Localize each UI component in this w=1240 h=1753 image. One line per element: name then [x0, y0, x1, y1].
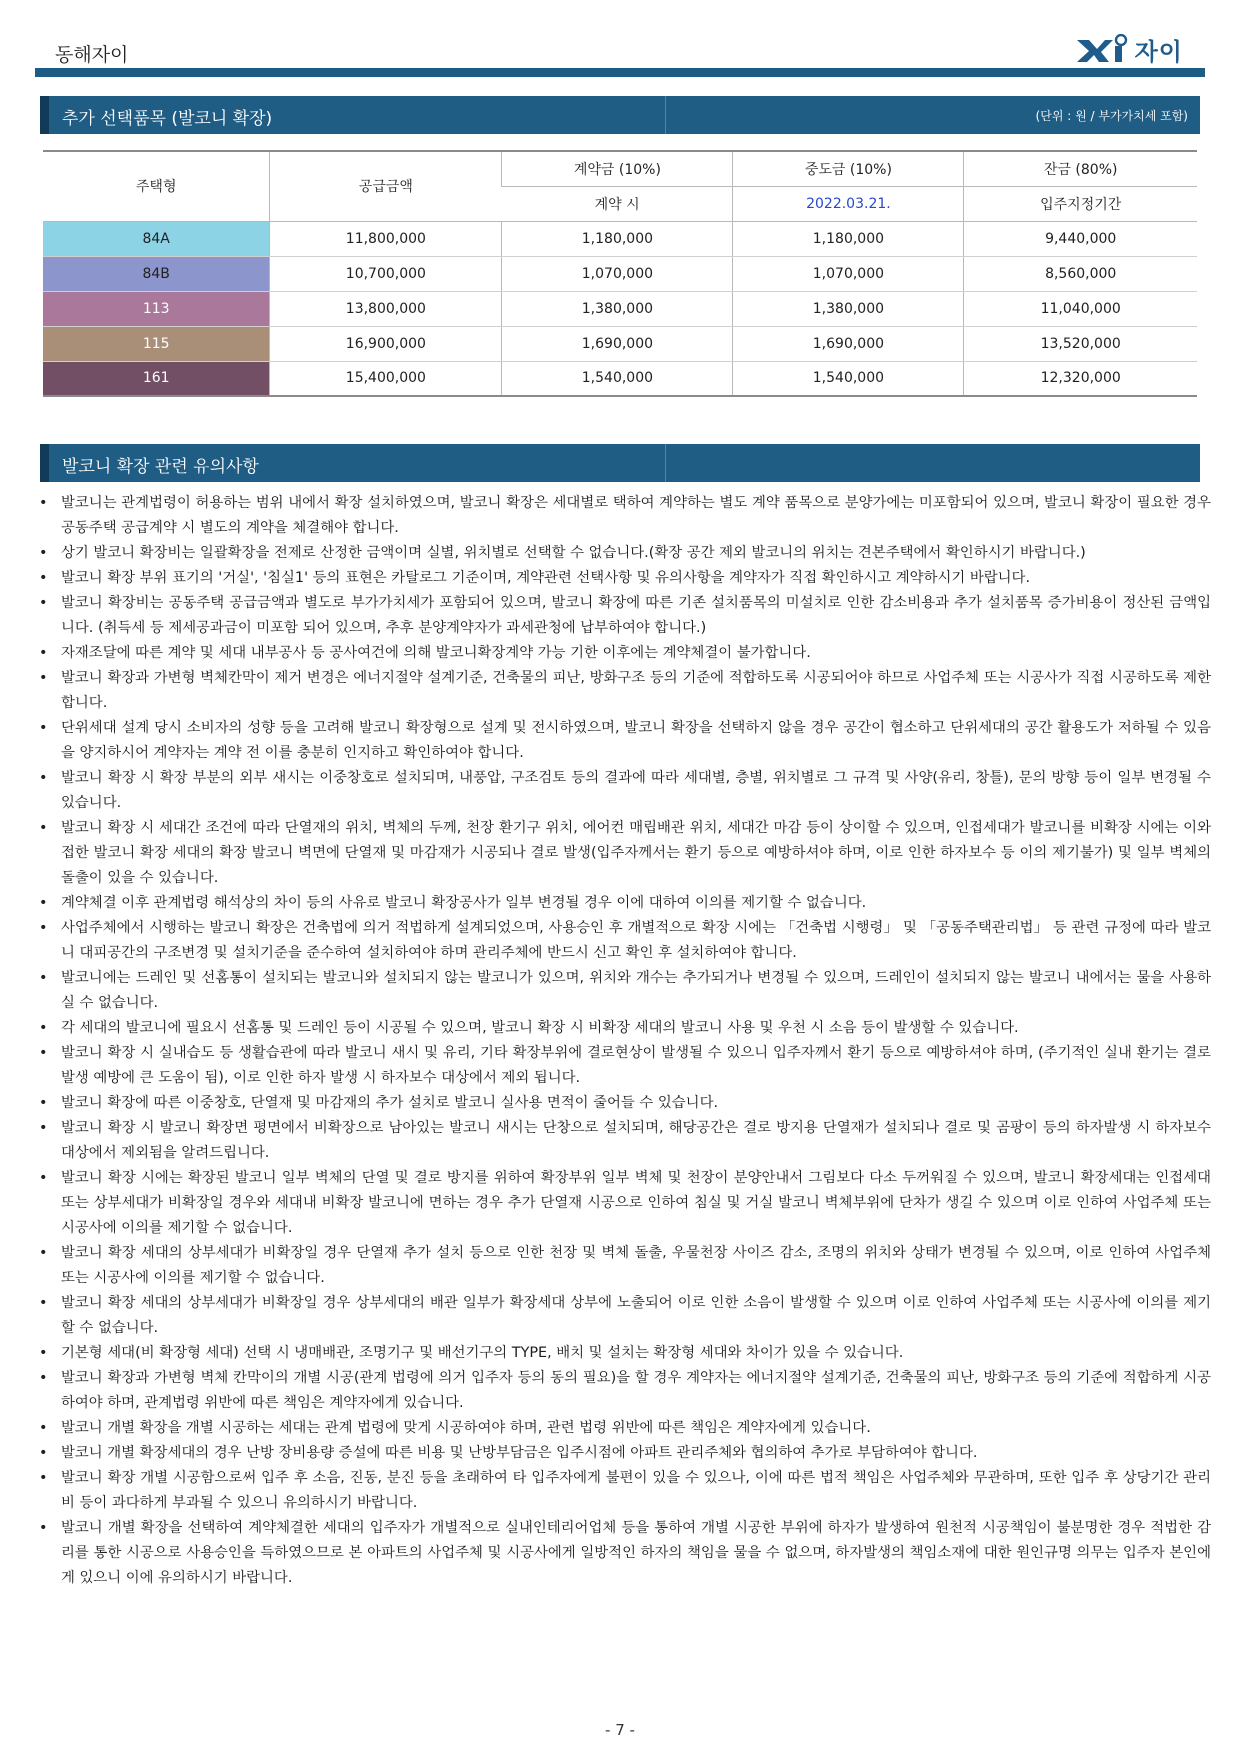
list-item: • 발코니에는 드레인 및 선홈통이 설치되는 발코니와 설치되지 않는 발코니가 있으며, 위치와 개수는 추가되거나 변경될 수 있으며, 드레인이 설치되지 않는 발코니 내에서는 물을 사용하실 수 없습니다. [36, 966, 1211, 1016]
cell-middle: 1,690,000 [733, 326, 964, 361]
section-title: 추가 선택품목 (발코니 확장) [62, 109, 273, 129]
col-deposit-when: 계약 시 [502, 186, 733, 221]
table-row [43, 256, 1197, 291]
list-item: • 발코니 확장과 가변형 벽체칸막이 제거 변경은 에너지절약 설계기준, 건축물의 피난, 방화구조 등의 기준에 적합하도록 시공되어야 하므로 사업주체 또는 시공사가 직접 시공하도록 제한합니다. [36, 666, 1211, 716]
section-bar-balcony-notes [40, 444, 1200, 482]
table-row [43, 221, 1197, 256]
list-item: • 자재조달에 따른 계약 및 세대 내부공사 등 공사여건에 의해 발코니확장계약 가능 기한 이후에는 계약체결이 불가합니다. [36, 641, 1211, 666]
list-item: • 발코니 확장 세대의 상부세대가 비확장일 경우 상부세대의 배관 일부가 확장세대 상부에 노출되어 이로 인한 소음이 발생할 수 있으며 이로 인하여 사업주체 또는 시공사에 이의를 제기할 수 없습니다. [36, 1291, 1211, 1341]
cell-supply: 10,700,000 [270, 256, 502, 291]
list-item: • 계약체결 이후 관계법령 해석상의 차이 등의 사유로 발코니 확장공사가 일부 변경될 경우 이에 대하여 이의를 제기할 수 없습니다. [36, 891, 1211, 916]
cell-deposit: 1,180,000 [502, 221, 733, 256]
list-item: • 발코니 개별 확장을 개별 시공하는 세대는 관계 법령에 맞게 시공하여야 하며, 관련 법령 위반에 따른 책임은 계약자에게 있습니다. [36, 1416, 1211, 1441]
cell-supply: 15,400,000 [270, 361, 502, 396]
section-bar-balcony-options [40, 96, 1200, 134]
cell-middle: 1,380,000 [733, 291, 964, 326]
table-header-row [43, 151, 1197, 186]
list-item: • 발코니 확장 시 확장 부분의 외부 새시는 이중창호로 설치되며, 내풍압, 구조검토 등의 결과에 따라 세대별, 층별, 위치별로 그 규격 및 사양(유리, 창틀), 문의 방향 등이 일부 변경될 수 있습니다. [36, 766, 1211, 816]
cell-type: 84A [43, 221, 270, 256]
cell-type: 84B [43, 256, 270, 291]
list-item: • 발코니 개별 확장세대의 경우 난방 장비용량 증설에 따른 비용 및 난방부담금은 입주시점에 아파트 관리주체와 협의하여 추가로 부담하여야 합니다. [36, 1441, 1211, 1466]
list-item: • 발코니 확장 시에는 확장된 발코니 일부 벽체의 단열 및 결로 방지를 위하여 확장부위 일부 벽체 및 천장이 분양안내서 그림보다 다소 두꺼워질 수 있으며, 발코니 확장세대는 인접세대 또는 상부세대가 비확장일 경우와 세대내 비확장 발코니에 면하는 경우 추가 단열재 시공으로 인하여 침실 및 거실 발코니 벽체부위에 단차가 생길 수 있으며 이로 인하여 사업주체 또는 시공사에 이의를 제기할 수 없습니다. [36, 1166, 1211, 1241]
header-rule [35, 68, 1205, 77]
cell-deposit: 1,070,000 [502, 256, 733, 291]
cell-supply: 16,900,000 [270, 326, 502, 361]
col-middle-date: 2022.03.21. [733, 186, 964, 221]
cell-balance: 12,320,000 [964, 361, 1197, 396]
list-item: • 발코니 확장과 가변형 벽체 칸막이의 개별 시공(관계 법령에 의거 입주자 등의 동의 필요)을 할 경우 계약자는 에너지절약 설계기준, 건축물의 피난, 방화구조 등의 기준에 적합하게 시공하여야 하며, 관계법령 위반에 따른 책임은 계약자에게 있습니다. [36, 1366, 1211, 1416]
list-item: • 각 세대의 발코니에 필요시 선홈통 및 드레인 등이 시공될 수 있으며, 발코니 확장 시 비확장 세대의 발코니 사용 및 우천 시 소음 등이 발생할 수 있습니다. [36, 1016, 1211, 1041]
unit-note: (단위 : 원 / 부가가치세 포함) [1035, 109, 1188, 123]
col-supply-price: 공급금액 [270, 151, 502, 221]
page-number: - 7 - [605, 1721, 635, 1739]
cell-type: 113 [43, 291, 270, 326]
cell-balance: 13,520,000 [964, 326, 1197, 361]
site-name: 동해자이 [55, 44, 129, 66]
table-row [43, 326, 1197, 361]
list-item: • 발코니는 관계법령이 허용하는 범위 내에서 확장 설치하였으며, 발코니 확장은 세대별로 택하여 계약하는 별도 계약 품목으로 분양가에는 미포함되어 있으며, 발코니 확장이 필요한 경우 공동주택 공급계약 시 별도의 계약을 체결해야 합니다. [36, 491, 1211, 541]
list-item: • 발코니 확장 부위 표기의 '거실', '침실1' 등의 표현은 카탈로그 기준이며, 계약관련 선택사항 및 유의사항을 계약자가 직접 확인하시고 계약하시기 바랍니다. [36, 566, 1211, 591]
table-row [43, 361, 1197, 396]
table-row [43, 291, 1197, 326]
cell-middle: 1,070,000 [733, 256, 964, 291]
col-balance-when: 입주지정기간 [964, 186, 1197, 221]
cell-middle: 1,180,000 [733, 221, 964, 256]
list-item: • 발코니 확장 세대의 상부세대가 비확장일 경우 단열재 추가 설치 등으로 인한 천장 및 벽체 돌출, 우물천장 사이즈 감소, 조명의 위치와 상태가 변경될 수 있으며, 이로 인하여 사업주체 또는 시공사에 이의를 제기할 수 없습니다. [36, 1241, 1211, 1291]
list-item: • 발코니 확장비는 공동주택 공급금액과 별도로 부가가치세가 포함되어 있으며, 발코니 확장에 따른 기존 설치품목의 미설치로 인한 감소비용과 추가 설치품목 증가비용이 정산된 금액입니다. (취득세 등 제세공과금이 미포함 되어 있으며, 추후 분양계약자가 과세관청에 납부하여야 합니다.) [36, 591, 1211, 641]
list-item: • 단위세대 설계 당시 소비자의 성향 등을 고려해 발코니 확장형으로 설계 및 전시하였으며, 발코니 확장을 선택하지 않을 경우 공간이 협소하고 단위세대의 공간 활용도가 저하될 수 있음을 양지하시어 계약자는 계약 전 이를 충분히 인지하고 확인하여야 합니다. [36, 716, 1211, 766]
col-deposit: 계약금 (10%) [502, 151, 733, 186]
cell-supply: 13,800,000 [270, 291, 502, 326]
list-item: • 발코니 확장에 따른 이중창호, 단열재 및 마감재의 추가 설치로 발코니 실사용 면적이 줄어들 수 있습니다. [36, 1091, 1211, 1116]
cell-deposit: 1,540,000 [502, 361, 733, 396]
col-type: 주택형 [43, 151, 270, 221]
col-middle: 중도금 (10%) [733, 151, 964, 186]
section-title: 발코니 확장 관련 유의사항 [62, 457, 259, 477]
list-item: • 상기 발코니 확장비는 일괄확장을 전제로 산정한 금액이며 실별, 위치별로 선택할 수 없습니다.(확장 공간 제외 발코니의 위치는 견본주택에서 확인하시기 바랍니다.) [36, 541, 1211, 566]
cell-balance: 8,560,000 [964, 256, 1197, 291]
notes-list [36, 491, 1211, 1591]
cell-deposit: 1,690,000 [502, 326, 733, 361]
cell-balance: 9,440,000 [964, 221, 1197, 256]
balcony-price-table [43, 150, 1197, 397]
list-item: • 발코니 확장 개별 시공함으로써 입주 후 소음, 진동, 분진 등을 초래하여 타 입주자에게 불편이 있을 수 있으나, 이에 따른 법적 책임은 사업주체와 무관하며, 또한 입주 후 상당기간 관리비 등이 과다하게 부과될 수 있으니 유의하시기 바랍니다. [36, 1466, 1211, 1516]
list-item: • 발코니 확장 시 실내습도 등 생활습관에 따라 발코니 새시 및 유리, 기타 확장부위에 결로현상이 발생될 수 있으니 입주자께서 환기 등으로 예방하셔야 하며, (주기적인 실내 환기는 결로 발생 예방에 큰 도움이 됨), 이로 인한 하자 발생 시 하자보수 대상에서 제외 됩니다. [36, 1041, 1211, 1091]
cell-type: 161 [43, 361, 270, 396]
brand-text: 자이 [1134, 37, 1183, 66]
cell-balance: 11,040,000 [964, 291, 1197, 326]
list-item: • 발코니 개별 확장을 선택하여 계약체결한 세대의 입주자가 개별적으로 실내인테리어업체 등을 통하여 개별 시공한 부위에 하자가 발생하여 원천적 시공책임이 불분명한 경우 적법한 감리를 통한 시공으로 사용승인을 득하였으므로 본 아파트의 사업주체 및 시공사에게 일방적인 하자의 책임을 물을 수 없으며, 하자발생의 책임소재에 대한 원인규명 의무는 입주자 본인에게 있으니 이에 유의하시기 바랍니다. [36, 1516, 1211, 1591]
list-item: • 사업주체에서 시행하는 발코니 확장은 건축법에 의거 적법하게 설계되었으며, 사용승인 후 개별적으로 확장 시에는 「건축법 시행령」 및 「공동주택관리법」 등 관련 규정에 따라 발코니 대피공간의 구조변경 및 설치기준을 준수하여 설치하여야 하며 관리주체에 반드시 신고 확인 후 설치하여야 합니다. [36, 916, 1211, 966]
list-item: • 기본형 세대(비 확장형 세대) 선택 시 냉매배관, 조명기구 및 배선기구의 TYPE, 배치 및 설치는 확장형 세대와 차이가 있을 수 있습니다. [36, 1341, 1211, 1366]
cell-supply: 11,800,000 [270, 221, 502, 256]
xi-logo-icon [1075, 34, 1131, 64]
col-balance: 잔금 (80%) [964, 151, 1197, 186]
list-item: • 발코니 확장 시 발코니 확장면 평면에서 비확장으로 남아있는 발코니 새시는 단창으로 설치되며, 해당공간은 결로 방지용 단열재가 설치되나 결로 및 곰팡이 등의 하자발생 시 하자보수 대상에서 제외됨을 알려드립니다. [36, 1116, 1211, 1166]
cell-deposit: 1,380,000 [502, 291, 733, 326]
cell-type: 115 [43, 326, 270, 361]
cell-middle: 1,540,000 [733, 361, 964, 396]
list-item: • 발코니 확장 시 세대간 조건에 따라 단열재의 위치, 벽체의 두께, 천장 환기구 위치, 에어컨 매립배관 위치, 세대간 마감 등이 상이할 수 있으며, 인접세대가 발코니를 비확장 시에는 이와 접한 발코니 확장 세대의 확장 발코니 벽면에 단열재 및 마감재가 시공되나 결로 발생(입주자께서는 환기 등으로 예방하셔야 하며, 이로 인한 하자보수 등 이의 제기불가) 및 일부 벽체의 돌출이 있을 수 있습니다. [36, 816, 1211, 891]
brand-logo [1075, 32, 1183, 66]
